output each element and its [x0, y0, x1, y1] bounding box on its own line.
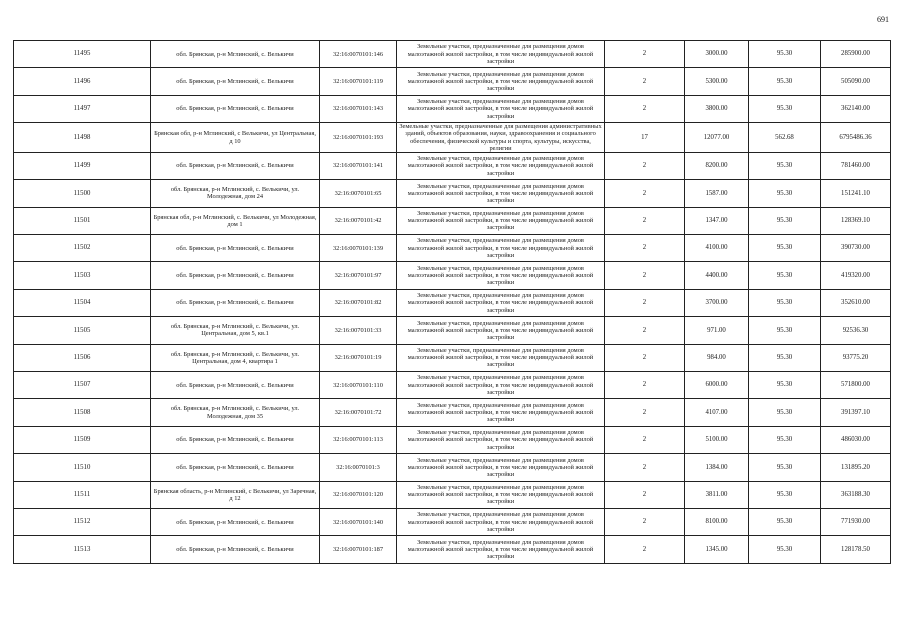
group-cell: 2	[605, 481, 685, 508]
area-cell: 971.00	[685, 317, 749, 344]
row-id-cell: 11501	[14, 207, 151, 234]
row-id-cell: 11513	[14, 536, 151, 563]
row-id-cell: 11499	[14, 152, 151, 179]
group-cell: 2	[605, 68, 685, 95]
cadastral-number-cell: 32:16:0070101:97	[320, 262, 397, 289]
cadastral-value-cell: 391397.10	[821, 399, 891, 426]
rate-cell: 95.30	[749, 481, 821, 508]
row-id-cell: 11504	[14, 289, 151, 316]
land-category-cell: Земельные участки, предназначенные для размещения домов малоэтажной жилой застройки, в том числе индивидуальной жилой застройки	[397, 235, 605, 262]
group-cell: 2	[605, 95, 685, 122]
table-row	[14, 152, 891, 179]
area-cell: 1347.00	[685, 207, 749, 234]
land-category-cell: Земельные участки, предназначенные для размещения домов малоэтажной жилой застройки, в том числе индивидуальной жилой застройки	[397, 41, 605, 68]
land-category-cell: Земельные участки, предназначенные для размещения домов малоэтажной жилой застройки, в том числе индивидуальной жилой застройки	[397, 207, 605, 234]
cadastral-number-cell: 32:16:0070101:143	[320, 95, 397, 122]
rate-cell: 95.30	[749, 399, 821, 426]
rate-cell: 95.30	[749, 68, 821, 95]
rate-cell: 95.30	[749, 152, 821, 179]
land-category-cell: Земельные участки, предназначенные для размещения домов малоэтажной жилой застройки, в том числе индивидуальной жилой застройки	[397, 508, 605, 535]
address-cell: Брянская обл, р-н Мглинский, с Велькичи, ул Центральная, д 10	[151, 123, 320, 153]
rate-cell: 562.68	[749, 123, 821, 153]
area-cell: 1345.00	[685, 536, 749, 563]
group-cell: 2	[605, 317, 685, 344]
group-cell: 2	[605, 152, 685, 179]
rate-cell: 95.30	[749, 508, 821, 535]
address-cell: обл. Брянская, р-н Мглинский, с. Велькичи	[151, 508, 320, 535]
group-cell: 2	[605, 41, 685, 68]
cadastral-value-cell: 419320.00	[821, 262, 891, 289]
rate-cell: 95.30	[749, 426, 821, 453]
cadastral-number-cell: 32:16:0070101:187	[320, 536, 397, 563]
row-id-cell: 11503	[14, 262, 151, 289]
group-cell: 2	[605, 344, 685, 371]
table-row	[14, 454, 891, 481]
table-row	[14, 536, 891, 563]
address-cell: обл. Брянская, р-н Мглинский, с. Велькичи	[151, 289, 320, 316]
rate-cell: 95.30	[749, 344, 821, 371]
land-category-cell: Земельные участки, предназначенные для размещения домов малоэтажной жилой застройки, в том числе индивидуальной жилой застройки	[397, 152, 605, 179]
rate-cell: 95.30	[749, 180, 821, 207]
group-cell: 2	[605, 426, 685, 453]
cadastral-value-cell: 771930.00	[821, 508, 891, 535]
table-row	[14, 262, 891, 289]
address-cell: Брянская область, р-н Мглинский, с Велькичи, ул Заречная, д 12	[151, 481, 320, 508]
land-category-cell: Земельные участки, предназначенные для размещения административных зданий, объектов образования, науки, здравоохранения и социального обеспечения, физической культуры и спорта, культуры, искусства, религии	[397, 123, 605, 153]
row-id-cell: 11505	[14, 317, 151, 344]
row-id-cell: 11496	[14, 68, 151, 95]
cadastral-value-cell: 486030.00	[821, 426, 891, 453]
address-cell: Брянская обл, р-н Мглинский, с. Велькичи, ул Молодежная, дом 1	[151, 207, 320, 234]
address-cell: обл. Брянская, р-н Мглинский, с. Велькичи	[151, 426, 320, 453]
cadastral-value-cell: 352610.00	[821, 289, 891, 316]
row-id-cell: 11507	[14, 371, 151, 398]
land-category-cell: Земельные участки, предназначенные для размещения домов малоэтажной жилой застройки, в том числе индивидуальной жилой застройки	[397, 344, 605, 371]
address-cell: обл. Брянская, р-н Мглинский, с. Велькичи	[151, 454, 320, 481]
cadastral-number-cell: 32:16:0070101:119	[320, 68, 397, 95]
area-cell: 3811.00	[685, 481, 749, 508]
land-category-cell: Земельные участки, предназначенные для размещения домов малоэтажной жилой застройки, в том числе индивидуальной жилой застройки	[397, 262, 605, 289]
cadastral-value-cell: 363188.30	[821, 481, 891, 508]
area-cell: 3700.00	[685, 289, 749, 316]
group-cell: 2	[605, 207, 685, 234]
land-category-cell: Земельные участки, предназначенные для размещения домов малоэтажной жилой застройки, в том числе индивидуальной жилой застройки	[397, 289, 605, 316]
table-row	[14, 123, 891, 153]
cadastral-value-cell: 93775.20	[821, 344, 891, 371]
address-cell: обл. Брянская, р-н Мглинский, с. Велькичи	[151, 152, 320, 179]
rate-cell: 95.30	[749, 371, 821, 398]
land-category-cell: Земельные участки, предназначенные для размещения домов малоэтажной жилой застройки, в том числе индивидуальной жилой застройки	[397, 426, 605, 453]
area-cell: 1587.00	[685, 180, 749, 207]
land-category-cell: Земельные участки, предназначенные для размещения домов малоэтажной жилой застройки, в том числе индивидуальной жилой застройки	[397, 454, 605, 481]
address-cell: обл. Брянская, р-н Мглинский, с. Велькичи	[151, 41, 320, 68]
cadastral-number-cell: 32:16:0070101:146	[320, 41, 397, 68]
row-id-cell: 11506	[14, 344, 151, 371]
group-cell: 2	[605, 262, 685, 289]
cadastral-number-cell: 32:16:0070101:3	[320, 454, 397, 481]
cadastral-number-cell: 32:16:0070101:140	[320, 508, 397, 535]
cadastral-number-cell: 32:16:0070101:82	[320, 289, 397, 316]
table-row	[14, 371, 891, 398]
row-id-cell: 11509	[14, 426, 151, 453]
cadastral-number-cell: 32:16:0070101:193	[320, 123, 397, 153]
cadastral-value-cell: 128369.10	[821, 207, 891, 234]
cadastral-value-cell: 6795486.36	[821, 123, 891, 153]
cadastral-value-cell: 92536.30	[821, 317, 891, 344]
row-id-cell: 11502	[14, 235, 151, 262]
cadastral-value-cell: 505090.00	[821, 68, 891, 95]
cadastral-value-cell: 285900.00	[821, 41, 891, 68]
area-cell: 6000.00	[685, 371, 749, 398]
area-cell: 5100.00	[685, 426, 749, 453]
land-category-cell: Земельные участки, предназначенные для размещения домов малоэтажной жилой застройки, в том числе индивидуальной жилой застройки	[397, 481, 605, 508]
row-id-cell: 11497	[14, 95, 151, 122]
cadastral-number-cell: 32:16:0070101:33	[320, 317, 397, 344]
table-row	[14, 95, 891, 122]
cadastral-value-cell: 781460.00	[821, 152, 891, 179]
address-cell: обл. Брянская, р-н Мглинский, с. Велькичи	[151, 371, 320, 398]
area-cell: 4107.00	[685, 399, 749, 426]
area-cell: 984.00	[685, 344, 749, 371]
cadastral-number-cell: 32:16:0070101:113	[320, 426, 397, 453]
group-cell: 2	[605, 399, 685, 426]
table-row	[14, 481, 891, 508]
rate-cell: 95.30	[749, 262, 821, 289]
rate-cell: 95.30	[749, 207, 821, 234]
cadastral-number-cell: 32:16:0070101:139	[320, 235, 397, 262]
table-row	[14, 508, 891, 535]
page-number: 691	[877, 15, 889, 24]
group-cell: 2	[605, 508, 685, 535]
table-row	[14, 207, 891, 234]
cadastral-value-cell: 151241.10	[821, 180, 891, 207]
group-cell: 2	[605, 235, 685, 262]
land-category-cell: Земельные участки, предназначенные для размещения домов малоэтажной жилой застройки, в том числе индивидуальной жилой застройки	[397, 399, 605, 426]
cadastral-number-cell: 32:16:0070101:120	[320, 481, 397, 508]
table-row	[14, 317, 891, 344]
land-category-cell: Земельные участки, предназначенные для размещения домов малоэтажной жилой застройки, в том числе индивидуальной жилой застройки	[397, 95, 605, 122]
table-row	[14, 426, 891, 453]
group-cell: 17	[605, 123, 685, 153]
table-row	[14, 235, 891, 262]
address-cell: обл. Брянская, р-н Мглинский, с. Велькичи	[151, 262, 320, 289]
group-cell: 2	[605, 454, 685, 481]
cadastral-number-cell: 32:16:0070101:65	[320, 180, 397, 207]
cadastral-number-cell: 32:16:0070101:42	[320, 207, 397, 234]
area-cell: 4100.00	[685, 235, 749, 262]
land-category-cell: Земельные участки, предназначенные для размещения домов малоэтажной жилой застройки, в том числе индивидуальной жилой застройки	[397, 371, 605, 398]
cadastral-number-cell: 32:16:0070101:141	[320, 152, 397, 179]
cadastral-value-cell: 390730.00	[821, 235, 891, 262]
group-cell: 2	[605, 289, 685, 316]
address-cell: обл. Брянская, р-н Мглинский, с. Велькичи	[151, 95, 320, 122]
land-category-cell: Земельные участки, предназначенные для размещения домов малоэтажной жилой застройки, в том числе индивидуальной жилой застройки	[397, 536, 605, 563]
rate-cell: 95.30	[749, 536, 821, 563]
row-id-cell: 11511	[14, 481, 151, 508]
rate-cell: 95.30	[749, 317, 821, 344]
address-cell: обл. Брянская, р-н Мглинский, с. Велькичи	[151, 536, 320, 563]
area-cell: 4400.00	[685, 262, 749, 289]
area-cell: 8100.00	[685, 508, 749, 535]
rate-cell: 95.30	[749, 289, 821, 316]
table-row	[14, 289, 891, 316]
row-id-cell: 11500	[14, 180, 151, 207]
area-cell: 1384.00	[685, 454, 749, 481]
group-cell: 2	[605, 371, 685, 398]
table-row	[14, 344, 891, 371]
rate-cell: 95.30	[749, 235, 821, 262]
table-row	[14, 41, 891, 68]
area-cell: 3000.00	[685, 41, 749, 68]
area-cell: 8200.00	[685, 152, 749, 179]
row-id-cell: 11498	[14, 123, 151, 153]
cadastral-value-cell: 128178.50	[821, 536, 891, 563]
table-row	[14, 399, 891, 426]
row-id-cell: 11508	[14, 399, 151, 426]
address-cell: обл. Брянская, р-н Мглинский, с. Велькичи, ул. Центральная, дом 4, квартира 1	[151, 344, 320, 371]
row-id-cell: 11512	[14, 508, 151, 535]
area-cell: 5300.00	[685, 68, 749, 95]
address-cell: обл. Брянская, р-н Мглинский, с. Велькичи, ул. Молодежная, дом 24	[151, 180, 320, 207]
address-cell: обл. Брянская, р-н Мглинский, с. Велькичи, ул. Центральная, дом 5, кв.1	[151, 317, 320, 344]
land-category-cell: Земельные участки, предназначенные для размещения домов малоэтажной жилой застройки, в том числе индивидуальной жилой застройки	[397, 180, 605, 207]
address-cell: обл. Брянская, р-н Мглинский, с. Велькичи	[151, 68, 320, 95]
group-cell: 2	[605, 536, 685, 563]
table-body	[14, 41, 891, 564]
address-cell: обл. Брянская, р-н Мглинский, с. Велькичи, ул. Молодежная, дом 35	[151, 399, 320, 426]
row-id-cell: 11510	[14, 454, 151, 481]
rate-cell: 95.30	[749, 454, 821, 481]
table-row	[14, 180, 891, 207]
address-cell: обл. Брянская, р-н Мглинский, с. Велькичи	[151, 235, 320, 262]
cadastral-number-cell: 32:16:0070101:72	[320, 399, 397, 426]
rate-cell: 95.30	[749, 41, 821, 68]
cadastral-number-cell: 32:16:0070101:110	[320, 371, 397, 398]
cadastral-value-cell: 362140.00	[821, 95, 891, 122]
table-row	[14, 68, 891, 95]
cadastral-value-cell: 131895.20	[821, 454, 891, 481]
cadastral-number-cell: 32:16:0070101:19	[320, 344, 397, 371]
cadastral-value-cell: 571800.00	[821, 371, 891, 398]
area-cell: 3800.00	[685, 95, 749, 122]
cadastral-value-table	[13, 40, 891, 564]
land-category-cell: Земельные участки, предназначенные для размещения домов малоэтажной жилой застройки, в том числе индивидуальной жилой застройки	[397, 68, 605, 95]
land-category-cell: Земельные участки, предназначенные для размещения домов малоэтажной жилой застройки, в том числе индивидуальной жилой застройки	[397, 317, 605, 344]
area-cell: 12077.00	[685, 123, 749, 153]
row-id-cell: 11495	[14, 41, 151, 68]
rate-cell: 95.30	[749, 95, 821, 122]
group-cell: 2	[605, 180, 685, 207]
